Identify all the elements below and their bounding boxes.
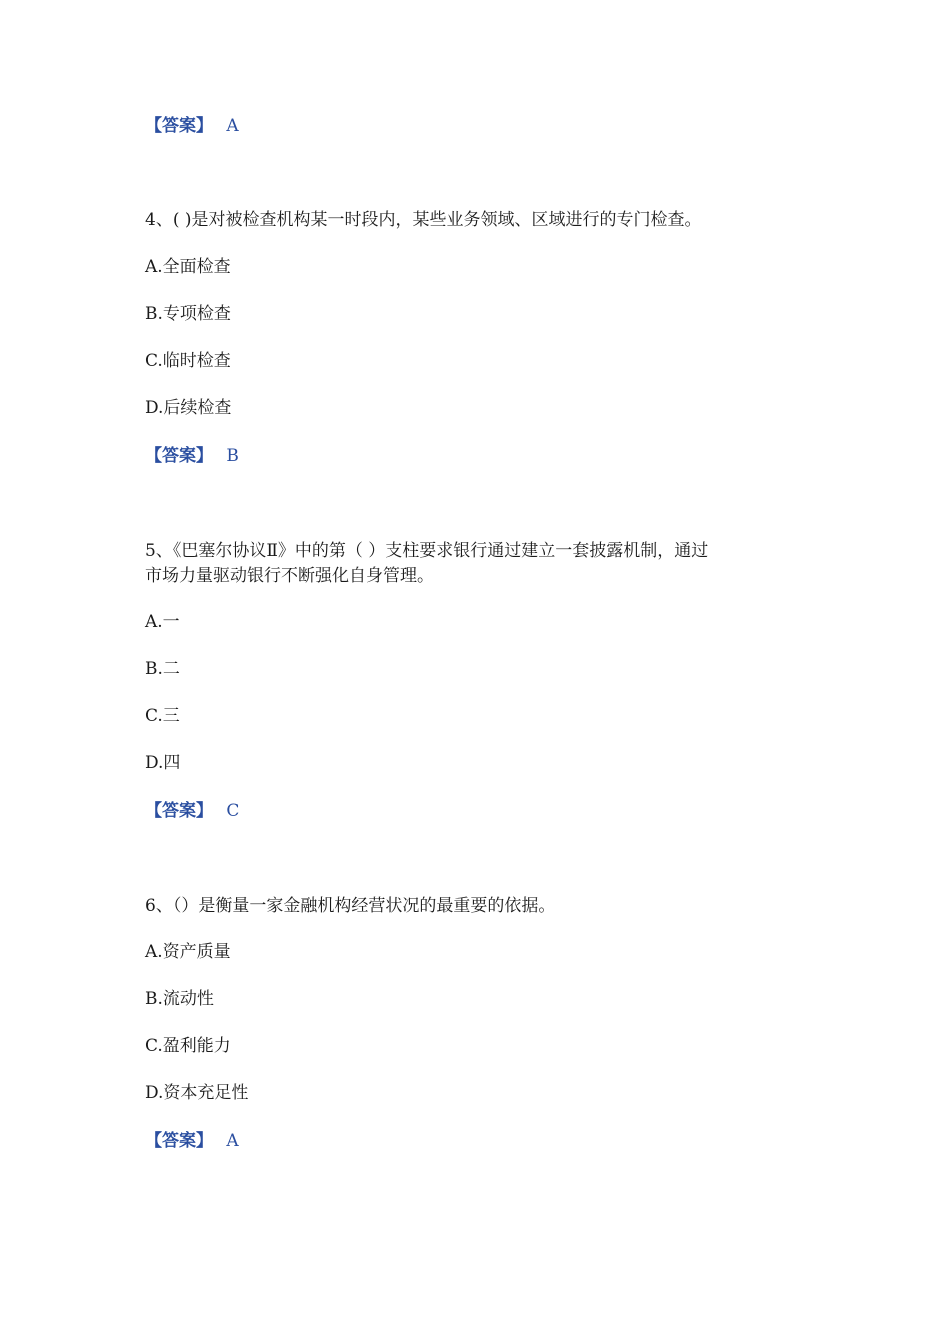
- answer-value: B: [226, 446, 239, 466]
- answer-label: 【答案】: [145, 801, 213, 821]
- answer-label: 【答案】: [145, 1131, 213, 1151]
- answer-value: C: [226, 801, 240, 821]
- option-b: B.流动性: [145, 989, 214, 1009]
- option-c: C.盈利能力: [145, 1036, 231, 1056]
- question-stem: 6、（）是衡量一家金融机构经营状况的最重要的依据。: [145, 896, 556, 916]
- option-b: B.二: [145, 659, 180, 679]
- answer-line: [145, 800, 239, 822]
- answer-line: [145, 1130, 239, 1152]
- answer-label: 【答案】: [145, 446, 213, 466]
- question-stem: 4、( )是对被检查机构某一时段内，某些业务领域、区域进行的专门检查。: [145, 210, 702, 230]
- option-a: A.一: [145, 612, 180, 632]
- option-c: C.临时检查: [145, 351, 231, 371]
- option-d: D.后续检查: [145, 398, 232, 418]
- answer-line: [145, 445, 239, 467]
- answer-value: A: [226, 1131, 239, 1151]
- question-stem-continued: 市场力量驱动银行不断强化自身管理。: [145, 566, 434, 586]
- answer-label: 【答案】: [145, 116, 213, 136]
- answer-line: [145, 115, 239, 137]
- option-c: C.三: [145, 706, 180, 726]
- option-d: D.资本充足性: [145, 1083, 249, 1103]
- answer-value: A: [226, 116, 239, 136]
- option-a: A.资产质量: [145, 942, 231, 962]
- question-stem: 5、《巴塞尔协议Ⅱ》中的第（ ）支柱要求银行通过建立一套披露机制，通过: [145, 541, 709, 561]
- option-b: B.专项检查: [145, 304, 231, 324]
- option-d: D.四: [145, 753, 181, 773]
- option-a: A.全面检查: [145, 257, 231, 277]
